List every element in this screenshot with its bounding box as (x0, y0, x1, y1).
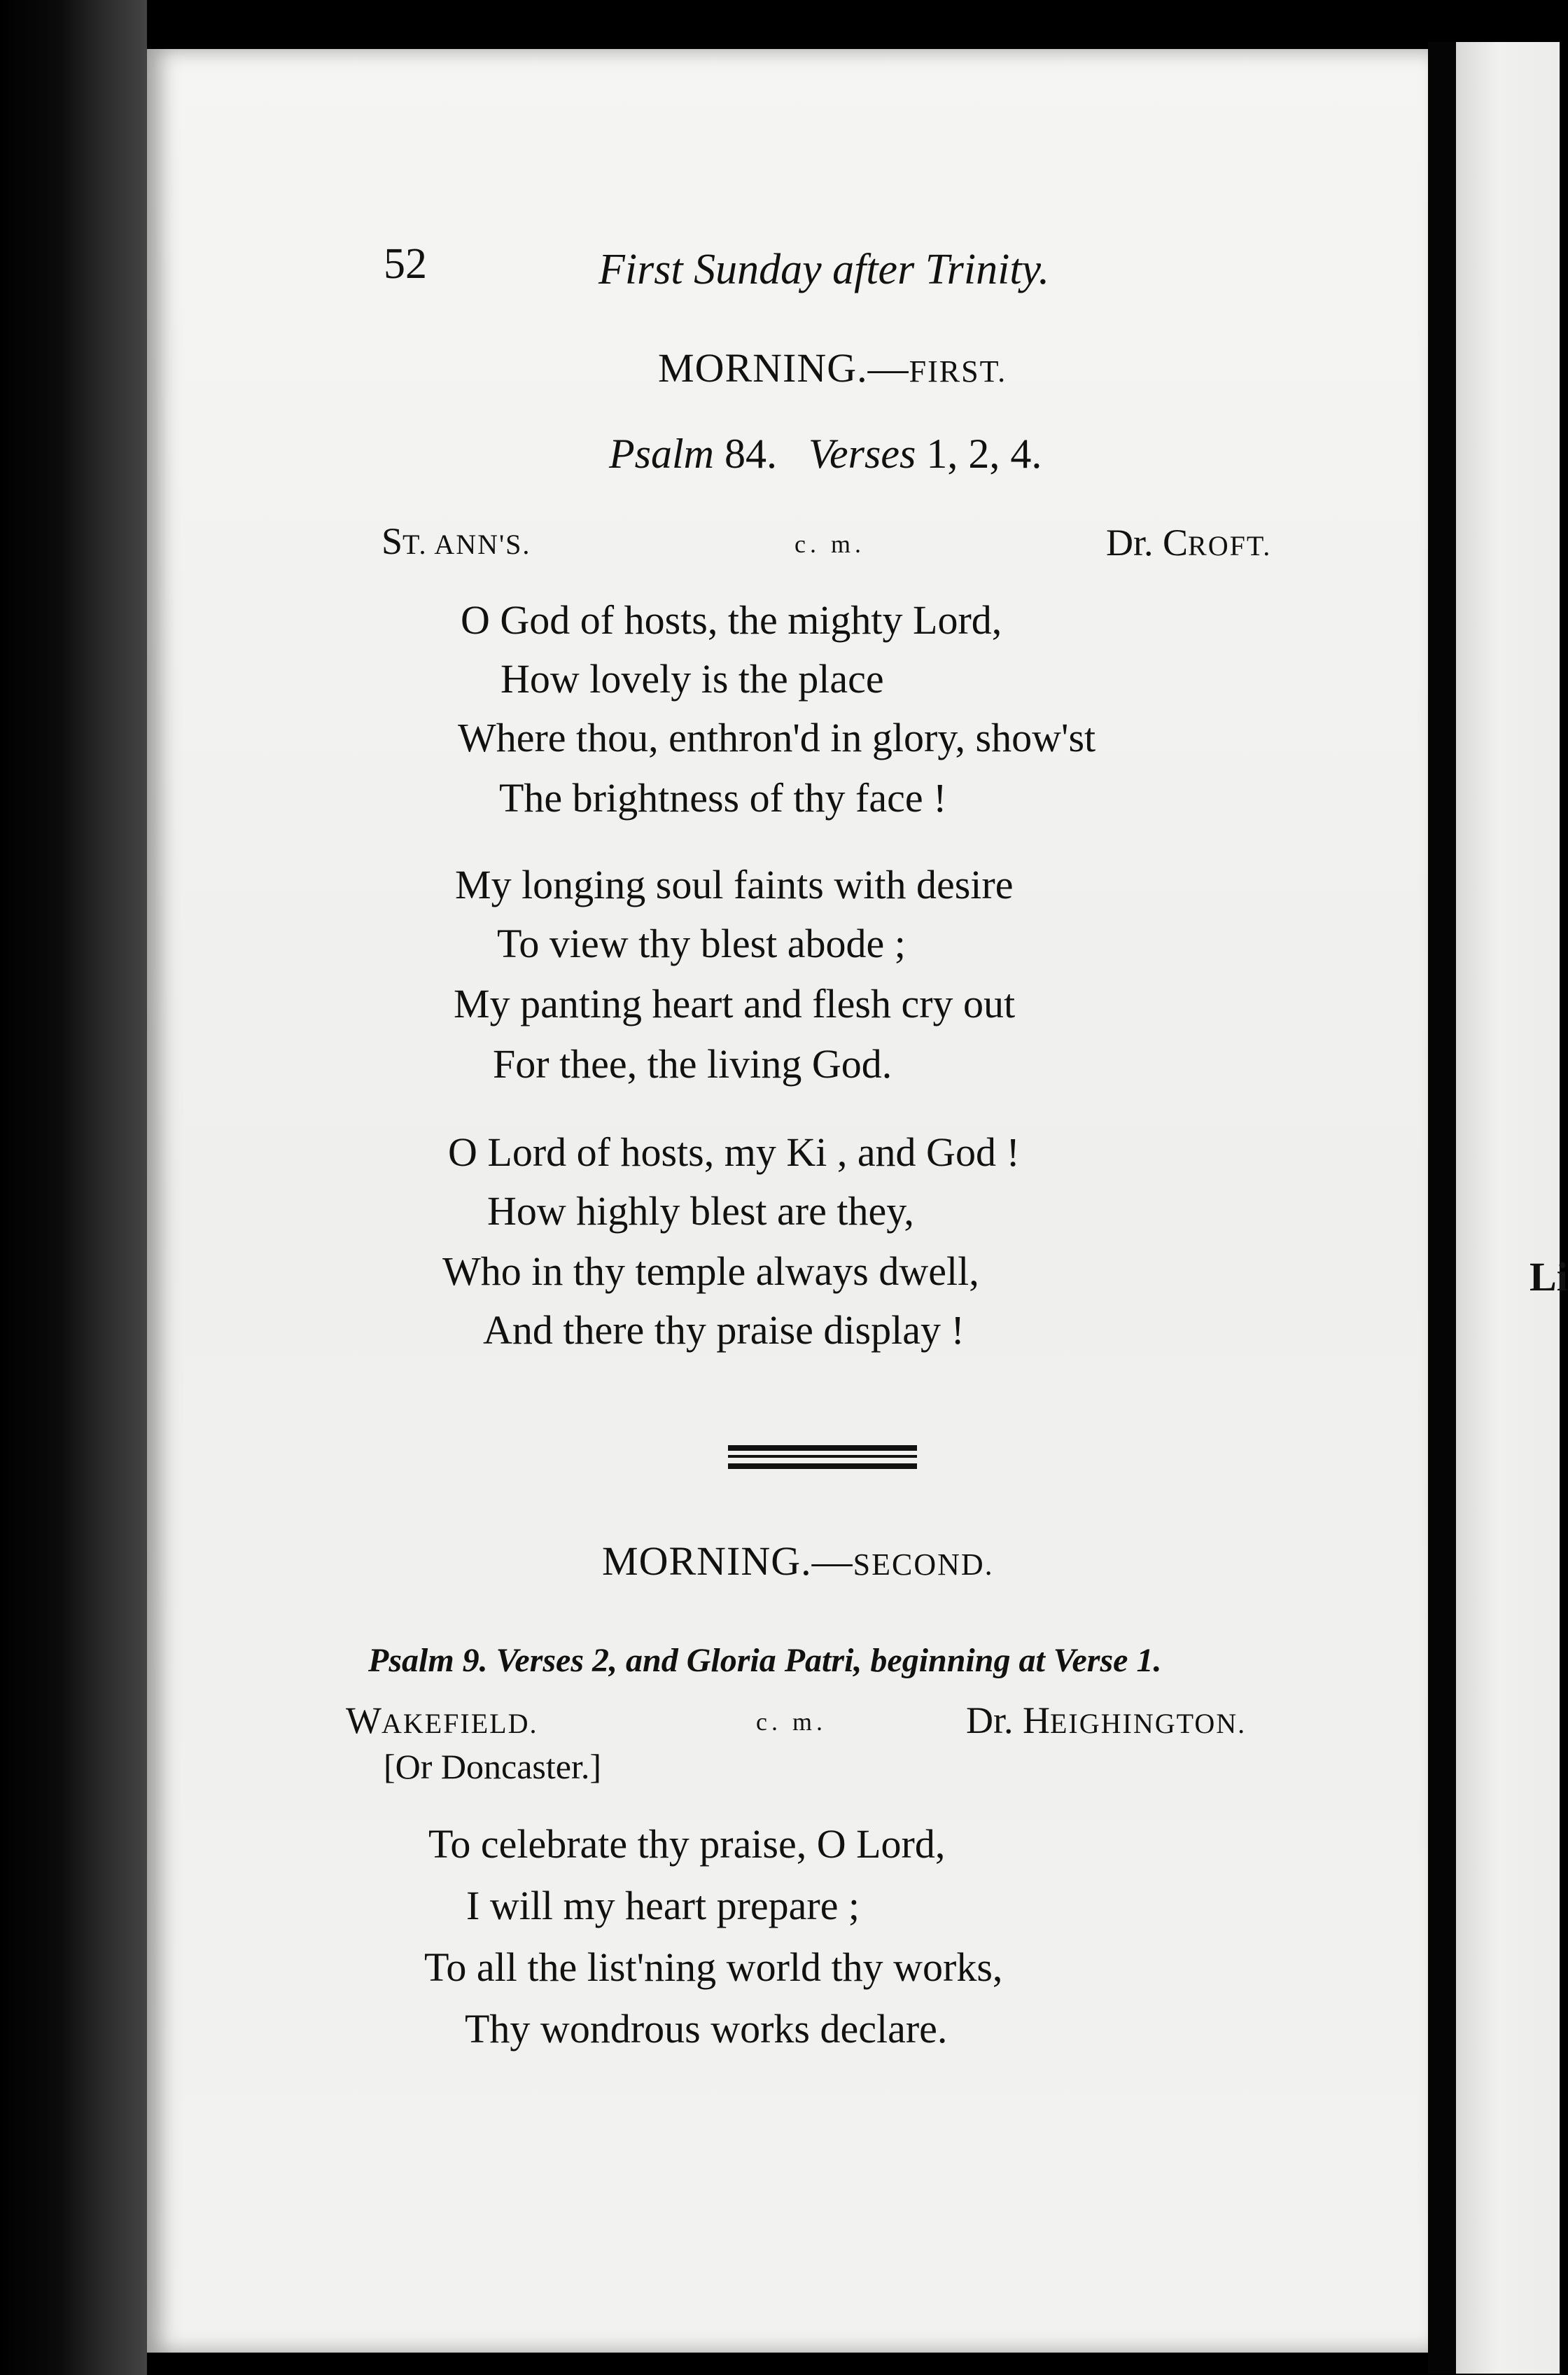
heading-smallcaps: FIRST. (909, 354, 1007, 389)
verses-label: Verses (808, 431, 916, 477)
psalm-reference (609, 430, 1042, 478)
book-gutter-left (0, 0, 147, 2375)
composer (1106, 521, 1271, 564)
verse-line: My panting heart and flesh cry out (454, 981, 1016, 1026)
tune-rest: AKEFIELD. (381, 1708, 538, 1739)
tune-alternative: [Or Doncaster.] (384, 1747, 601, 1786)
ornamental-rule-top (728, 1445, 917, 1451)
verse-line: For thee, the living God. (493, 1041, 892, 1087)
verse-line: How highly blest are they, (487, 1188, 914, 1234)
composer-rest: ROFT. (1188, 530, 1272, 562)
psalm-label: Psalm (609, 431, 714, 477)
composer-prefix: Dr. H (966, 1699, 1050, 1741)
section-heading-first (658, 344, 1007, 391)
verse-line: Who in thy temple always dwell, (442, 1248, 979, 1294)
page-number: 52 (384, 240, 427, 288)
meter: c. m. (756, 1708, 827, 1736)
verse-line: I will my heart prepare ; (466, 1883, 860, 1928)
facing-page-text-fragment: Li (1530, 1254, 1568, 1300)
meter: c. m. (794, 530, 865, 558)
book-spine (1428, 42, 1456, 2374)
section-heading-second (602, 1538, 994, 1585)
tune-initial: S (382, 520, 403, 562)
verse-line: Where thou, enthron'd in glory, show'st (458, 715, 1096, 760)
verse-line: And there thy praise display ! (483, 1307, 965, 1353)
composer-rest: EIGHINGTON. (1050, 1708, 1247, 1739)
verse-line: My longing soul faints with desire (455, 862, 1014, 907)
verses-numbers: 1, 2, 4. (926, 431, 1042, 477)
composer-prefix: Dr. C (1106, 522, 1189, 564)
ornamental-rule-bottom (728, 1463, 917, 1469)
verse-line: The brightness of thy face ! (499, 775, 947, 821)
verse-line: O Lord of hosts, my Ki , and God ! (448, 1129, 1020, 1175)
heading-smallcaps: SECOND. (853, 1547, 994, 1582)
tune-initial: W (346, 1699, 382, 1741)
verse-line: Thy wondrous works declare. (465, 2006, 948, 2052)
psalm-reference: Psalm 9. Verses 2, and Gloria Patri, beginning at Verse 1. (368, 1642, 1162, 1679)
heading-main: MORNING.— (602, 1538, 853, 1584)
heading-main: MORNING.— (658, 345, 909, 391)
ornamental-rule-middle (728, 1455, 917, 1458)
tune-name (346, 1699, 538, 1742)
verse-line: To view thy blest abode ; (497, 921, 906, 966)
tune-name (382, 520, 531, 563)
verse-line: To celebrate thy praise, O Lord, (428, 1821, 946, 1867)
running-title: First Sunday after Trinity. (598, 246, 1050, 293)
composer (966, 1699, 1246, 1742)
psalm-number: 84. (724, 431, 777, 477)
verse-line: How lovely is the place (500, 656, 884, 702)
facing-page-edge (1456, 42, 1560, 2374)
verse-line: O God of hosts, the mighty Lord, (461, 597, 1002, 643)
tune-rest: T. ANN'S. (402, 529, 531, 560)
verse-line: To all the list'ning world thy works, (424, 1944, 1003, 1990)
